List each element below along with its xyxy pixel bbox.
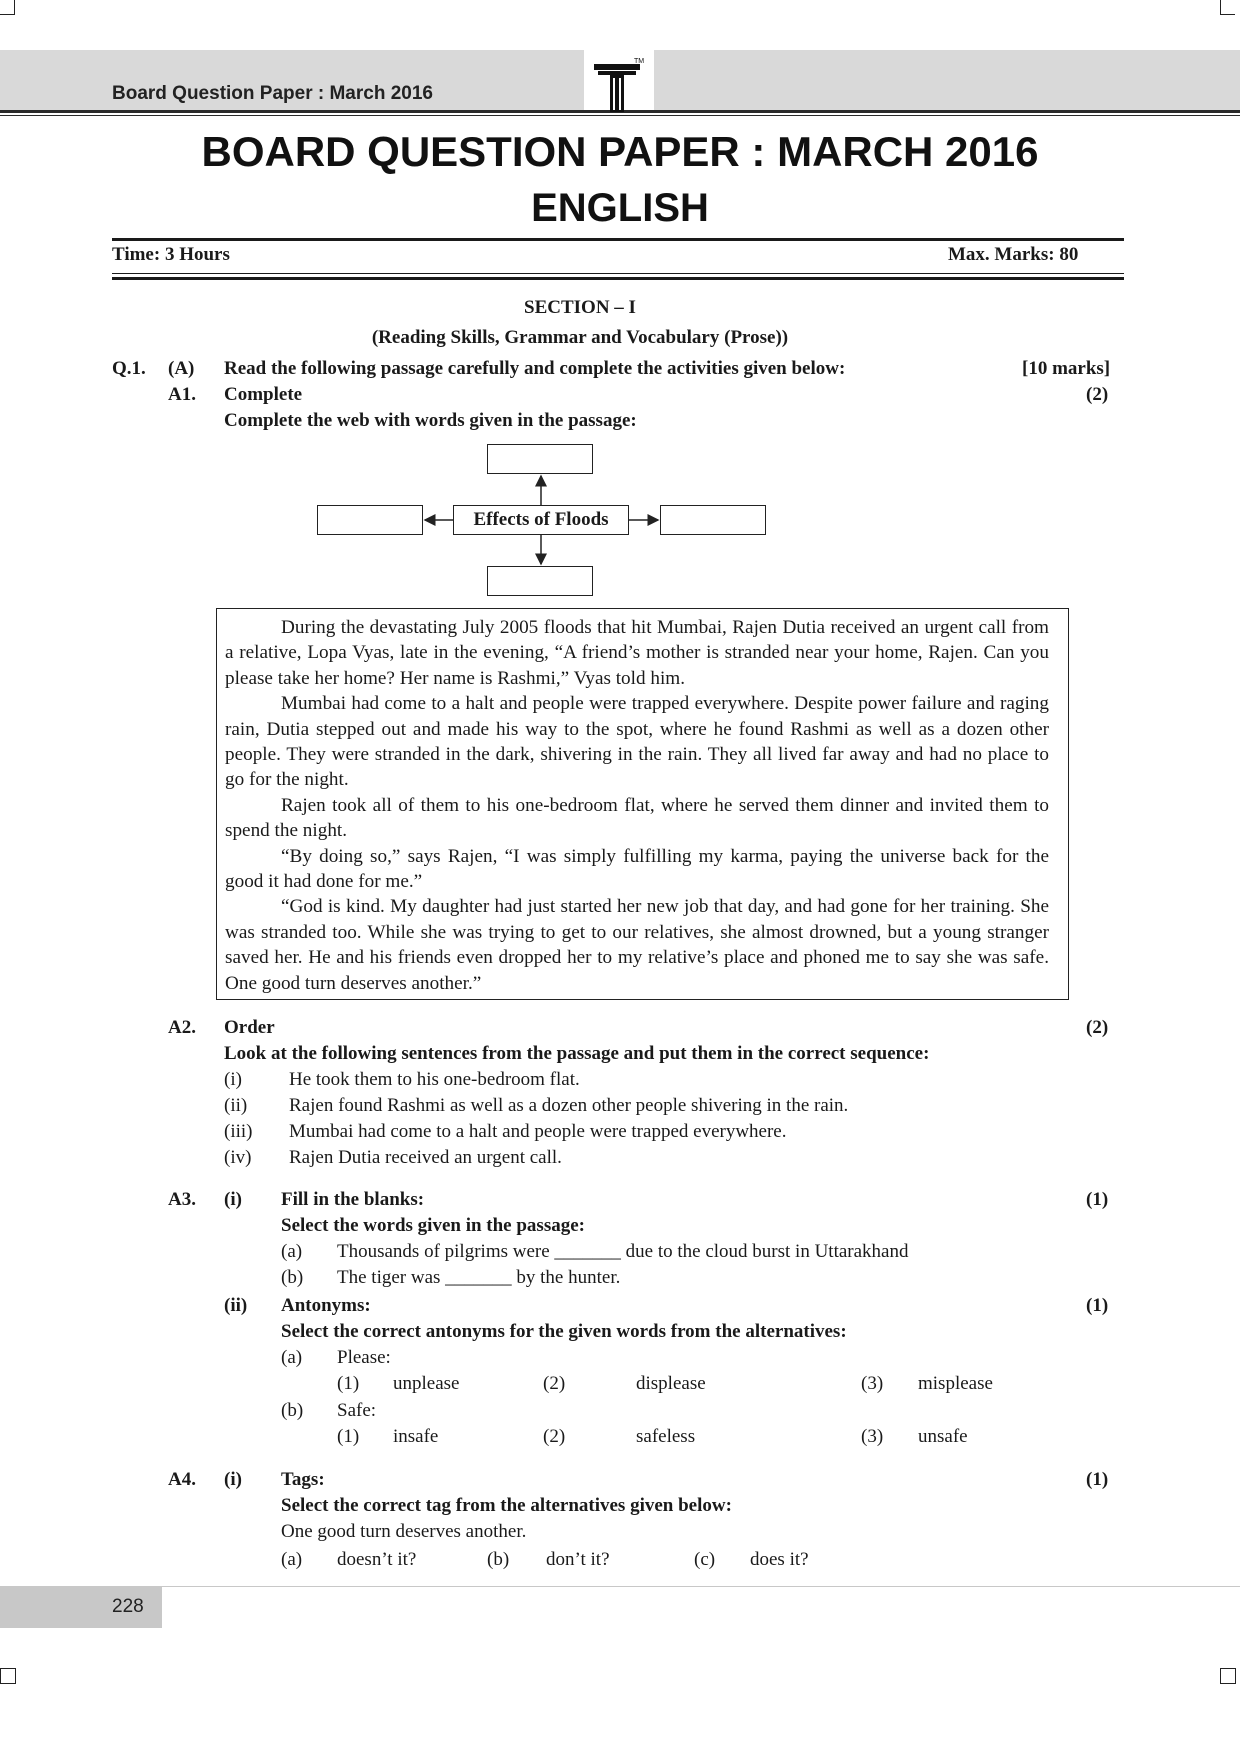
list-item: He took them to his one-bedroom flat. <box>289 1069 580 1090</box>
section-heading: SECTION – I <box>524 297 636 318</box>
option-num: (1) <box>337 1373 360 1394</box>
list-item-num: (a) <box>281 1347 303 1368</box>
option-text: unsafe <box>918 1426 968 1447</box>
option-text: don’t it? <box>546 1549 610 1570</box>
a4-i-instruction: Select the correct tag from the alternatives given below: <box>281 1495 732 1516</box>
option-num: (2) <box>543 1373 566 1394</box>
a4-i-num: (i) <box>224 1469 242 1490</box>
list-item: Rajen found Rashmi as well as a dozen other people shivering in the rain. <box>289 1095 849 1116</box>
a3-ii-marks: (1) <box>1086 1295 1109 1316</box>
a3-i-num: (i) <box>224 1189 242 1210</box>
a1-instruction: Complete the web with words given in the passage: <box>224 410 637 431</box>
a2-instruction: Look at the following sentences from the passage and put them in the correct sequence: <box>224 1043 930 1064</box>
option-text: unplease <box>393 1373 460 1394</box>
a3-i-title: Fill in the blanks: <box>281 1189 425 1210</box>
page-number: 228 <box>112 1596 144 1617</box>
footer-rule <box>0 1586 1240 1587</box>
option-text: displease <box>636 1373 706 1394</box>
list-item: The tiger was _______ by the hunter. <box>337 1267 621 1288</box>
passage-paragraph-1: During the devastating July 2005 floods that hit Mumbai, Rajen Dutia received an urgent call from a relative, Lopa Vyas, late in the evening, “A friend’s mother is stranded near your home, Rajen. Can you please take her home? Her name is Rashmi,” Vyas told him. <box>225 617 1049 689</box>
a3-ii-num: (ii) <box>224 1295 248 1316</box>
a1-label: A1. <box>168 384 196 405</box>
a3-ii-title: Antonyms: <box>281 1295 371 1316</box>
a1-title: Complete <box>224 384 303 405</box>
tag-sentence: One good turn deserves another. <box>281 1521 527 1542</box>
antonym-word: Safe: <box>337 1400 377 1421</box>
option-num: (a) <box>281 1549 303 1570</box>
option-num: (c) <box>694 1549 716 1570</box>
passage-paragraph-5: “God is kind. My daughter had just started her new job that day, and had gone for her training. She was stranded too. While she was trying to get to our relatives, she almost drowned, but a young stranger saved her. He and his friends even dropped her to my relative’s place and phoned me to say she was safe. One good turn deserves another.” <box>225 896 1049 994</box>
passage-paragraph-3: Rajen took all of them to his one-bedroom flat, where he served them dinner and invited them to spend the night. <box>225 794 1049 842</box>
option-num: (3) <box>861 1373 884 1394</box>
max-marks-label: Max. Marks: 80 <box>948 244 1079 265</box>
list-item-num: (a) <box>281 1241 303 1262</box>
option-num: (1) <box>337 1426 360 1447</box>
web-center-label: Effects of Floods <box>473 509 609 530</box>
q1-part: (A) <box>168 358 195 379</box>
option-num: (3) <box>861 1426 884 1447</box>
reading-passage <box>216 608 1069 1000</box>
passage-paragraph-2: Mumbai had come to a halt and people were trapped everywhere. Despite power failure and raging rain, Dutia stepped out and made his way to the spot, where he found Rashmi as well as a dozen other people. They were stranded in the dark, shivering in the rain. They all lived far away and had no place to go for the night. <box>225 693 1049 791</box>
running-title: Board Question Paper : March 2016 <box>112 83 433 104</box>
passage-paragraph-4: “By doing so,” says Rajen, “I was simply fulfilling my karma, paying the universe back for the good it had done for me.” <box>225 845 1049 893</box>
a2-label: A2. <box>168 1017 196 1038</box>
a2-marks: (2) <box>1086 1017 1109 1038</box>
list-item-num: (iii) <box>224 1121 253 1142</box>
list-item-num: (ii) <box>224 1095 248 1116</box>
a3-ii-instruction: Select the correct antonyms for the given words from the alternatives: <box>281 1321 847 1342</box>
antonym-word: Please: <box>337 1347 391 1368</box>
option-text: insafe <box>393 1426 439 1447</box>
list-item: Thousands of pilgrims were _______ due to the cloud burst in Uttarakhand <box>337 1241 909 1262</box>
list-item-num: (b) <box>281 1267 304 1288</box>
a3-i-marks: (1) <box>1086 1189 1109 1210</box>
option-num: (2) <box>543 1426 566 1447</box>
option-text: does it? <box>750 1549 809 1570</box>
option-num: (b) <box>487 1549 510 1570</box>
trademark-mark: TM <box>634 58 645 65</box>
list-item: Rajen Dutia received an urgent call. <box>289 1147 562 1168</box>
q1-number: Q.1. <box>112 358 146 379</box>
a1-marks: (2) <box>1086 384 1109 405</box>
a3-label: A3. <box>168 1189 196 1210</box>
option-text: misplease <box>918 1373 993 1394</box>
a4-i-marks: (1) <box>1086 1469 1109 1490</box>
a2-title: Order <box>224 1017 275 1038</box>
list-item: Mumbai had come to a halt and people were trapped everywhere. <box>289 1121 787 1142</box>
time-label: Time: 3 Hours <box>112 244 230 265</box>
page-title: BOARD QUESTION PAPER : MARCH 2016 <box>201 128 1039 175</box>
crop-mark-bottom-left <box>0 1668 16 1684</box>
list-item-num: (b) <box>281 1400 304 1421</box>
section-subtitle: (Reading Skills, Grammar and Vocabulary (Prose)) <box>371 327 789 348</box>
a4-i-title: Tags: <box>281 1469 325 1490</box>
web-connector-arrows <box>0 0 1240 620</box>
option-text: doesn’t it? <box>337 1549 417 1570</box>
option-text: safeless <box>636 1426 696 1447</box>
crop-mark-bottom-right <box>1220 1668 1236 1684</box>
q1-instruction: Read the following passage carefully and complete the activities given below: <box>224 358 846 379</box>
a3-i-instruction: Select the words given in the passage: <box>281 1215 585 1236</box>
q1-marks: [10 marks] <box>1022 358 1111 379</box>
list-item-num: (i) <box>224 1069 242 1090</box>
a4-label: A4. <box>168 1469 196 1490</box>
list-item-num: (iv) <box>224 1147 252 1168</box>
subject-title: ENGLISH <box>531 186 709 230</box>
